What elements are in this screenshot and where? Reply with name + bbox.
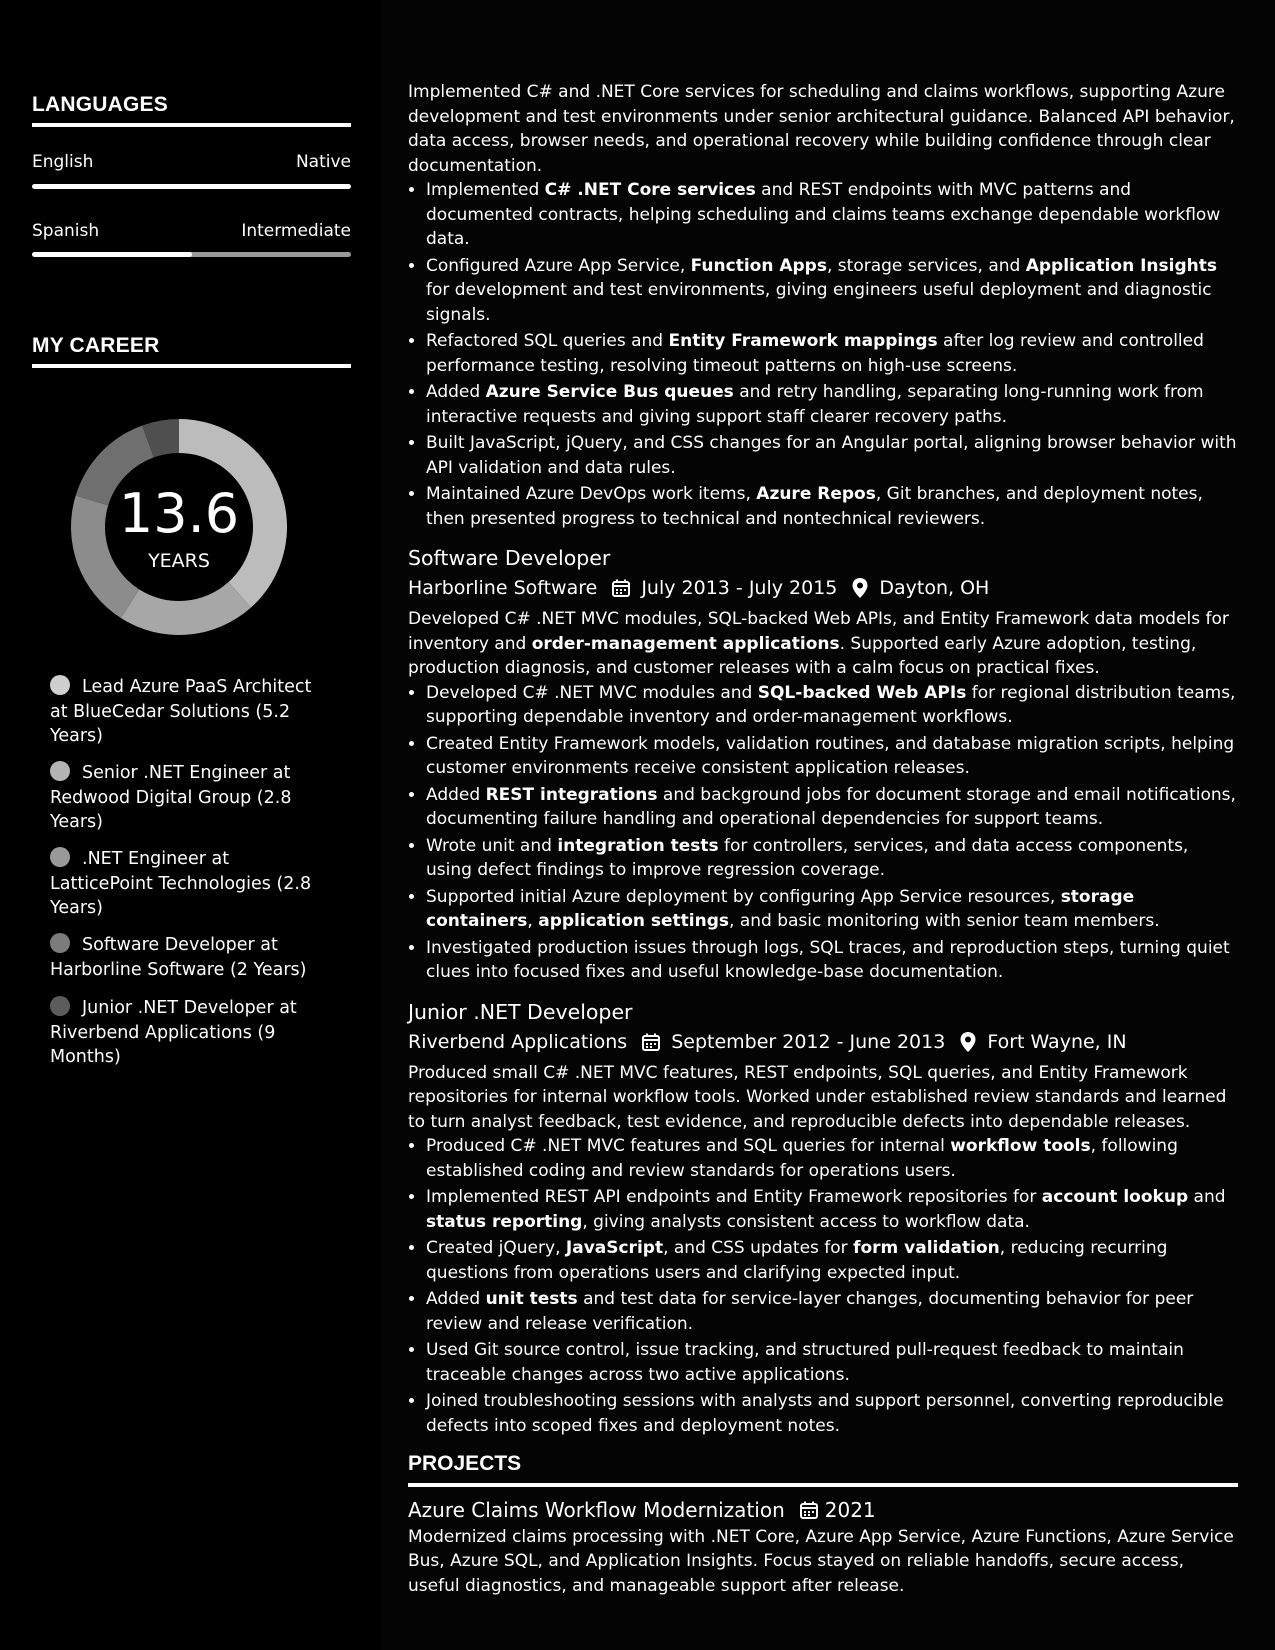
language-level: Native xyxy=(295,152,351,172)
language-name: English xyxy=(32,152,94,172)
bullet-item: • Maintained Azure DevOps work items, Azure Repos, Git branches, and deployment notes, then presented progress to technical and nontechnical reviewers. xyxy=(426,482,1238,531)
experience-section xyxy=(408,80,1238,1598)
job-bullets xyxy=(408,1134,1238,1438)
bullet-item: • Added REST integrations and background jobs for document storage and email notifications, documenting failure handling and operational dependencies for support teams. xyxy=(426,783,1238,832)
career-legend-label: Lead Azure PaaS Architect at BlueCedar Solutions (5.2 Years) xyxy=(50,677,312,746)
career-heading: MY CAREER xyxy=(32,334,351,368)
career-legend-label: Software Developer at Harborline Software (2 Years) xyxy=(50,935,307,980)
language-level: Intermediate xyxy=(241,221,351,241)
career-legend-item xyxy=(50,996,315,1070)
job-summary: Developed C# .NET MVC modules, SQL-backed Web APIs, and Entity Framework data models for inventory and order-management applications. Supported early Azure adoption, testing, production diagnosis, and customer releases with a calm focus on practical fixes. xyxy=(408,609,1229,678)
language-bar-fill xyxy=(32,252,192,257)
language-bar-english xyxy=(32,184,351,189)
career-legend-item xyxy=(50,675,315,749)
bullet-item: • Added unit tests and test data for service-layer changes, documenting behavior for peer review and release verification. xyxy=(426,1287,1238,1336)
project-header xyxy=(408,1495,1238,1525)
bullet-item: • Produced C# .NET MVC features and SQL queries for internal workflow tools, following established coding and review standards for operations users. xyxy=(426,1134,1238,1183)
career-legend-label: Junior .NET Developer at Riverbend Applications (9 Months) xyxy=(50,998,297,1067)
highlighted-term: Azure Service Bus queues xyxy=(485,382,734,402)
job-location: Dayton, OH xyxy=(879,577,990,599)
language-row-spanish xyxy=(32,221,351,241)
projects-heading: PROJECTS xyxy=(408,1452,1238,1487)
job-meta xyxy=(408,573,1238,603)
bullet-item: • Added Azure Service Bus queues and retry handling, separating long-running work from interactive requests and giving support staff clearer recovery paths. xyxy=(426,380,1238,429)
career-legend-label: .NET Engineer at LatticePoint Technologies (2.8 Years) xyxy=(50,849,312,918)
bullet-item: • Developed C# .NET MVC modules and SQL-backed Web APIs for regional distribution teams, supporting dependable inventory and order-management workflows. xyxy=(426,681,1238,730)
career-total-unit: YEARS xyxy=(148,550,210,572)
highlighted-term: Entity Framework mappings xyxy=(668,331,938,351)
bullet-item: • Refactored SQL queries and Entity Framework mappings after log review and controlled performance testing, resolving timeout patterns on high-use screens. xyxy=(426,329,1238,378)
job-dates: July 2013 - July 2015 xyxy=(641,577,838,599)
sidebar xyxy=(0,0,381,1650)
bullet-item: • Configured Azure App Service, Function Apps, storage services, and Application Insights for development and test environments, giving engineers useful deployment and diagnostic signals. xyxy=(426,254,1238,328)
bullet-item: • Created Entity Framework models, validation routines, and database migration scripts, helping customer environments receive consistent application releases. xyxy=(426,732,1238,781)
language-name: Spanish xyxy=(32,221,100,241)
calendar-icon xyxy=(799,1500,819,1520)
bullet-item: • Investigated production issues through logs, SQL traces, and reproduction steps, turning quiet clues into focused fixes and useful knowledge-base documentation. xyxy=(426,936,1238,985)
bullet-item: • Built JavaScript, jQuery, and CSS changes for an Angular portal, aligning browser behavior with API validation and data rules. xyxy=(426,431,1238,480)
legend-dot-icon xyxy=(50,675,70,695)
highlighted-term: SQL-backed Web APIs xyxy=(757,682,967,703)
highlighted-term: order-management applications xyxy=(531,633,840,654)
highlighted-term: workflow tools xyxy=(950,1136,1091,1156)
highlighted-term: integration tests xyxy=(557,835,719,856)
highlighted-term: unit tests xyxy=(485,1289,578,1309)
bullet-item: • Supported initial Azure deployment by configuring App Service resources, storage containers, application settings, and basic monitoring with senior team members. xyxy=(426,885,1238,934)
legend-dot-icon xyxy=(50,996,70,1016)
legend-dot-icon xyxy=(50,847,70,867)
highlighted-term: status reporting xyxy=(426,1211,583,1232)
highlighted-term: account lookup xyxy=(1041,1187,1189,1207)
project-description: Modernized claims processing with .NET Core, Azure App Service, Azure Functions, Azure Service Bus, Azure SQL, and Application Insights. Focus stayed on reliable handoffs, secure access, useful diagnostics, and manageable support after release. xyxy=(408,1526,1234,1596)
language-row-english xyxy=(32,152,351,172)
donut-segment-1 xyxy=(121,582,251,635)
project-year: 2021 xyxy=(824,1497,876,1522)
highlighted-term: application settings xyxy=(538,911,730,931)
calendar-icon xyxy=(641,1032,661,1052)
career-legend-item xyxy=(50,761,315,835)
bullet-item: • Joined troubleshooting sessions with analysts and support personnel, converting reproducible defects into scoped fixes and deployment notes. xyxy=(426,1389,1238,1438)
job-dates: September 2012 - June 2013 xyxy=(671,1030,946,1053)
highlighted-term: JavaScript xyxy=(565,1238,664,1258)
career-legend-label: Senior .NET Engineer at Redwood Digital Group (2.8 Years) xyxy=(50,763,292,832)
location-pin-icon xyxy=(851,577,869,599)
highlighted-term: Azure Repos xyxy=(756,484,876,504)
job-meta xyxy=(408,1027,1238,1057)
job-bullets xyxy=(408,681,1238,985)
job-title: Junior .NET Developer xyxy=(408,999,633,1024)
job-summary: Implemented C# and .NET Core services for scheduling and claims workflows, supporting Azure development and test environments under senior architectural guidance. Balanced API behavior, data access, browser needs, and operational recovery while building confidence through clear documentation. xyxy=(408,82,1235,176)
job-bullets xyxy=(408,178,1238,531)
languages-heading: LANGUAGES xyxy=(32,93,351,127)
language-bar-spanish xyxy=(32,252,351,257)
highlighted-term: C# .NET Core services xyxy=(544,180,756,200)
legend-dot-icon xyxy=(50,761,70,781)
highlighted-term: Application Insights xyxy=(1025,255,1217,276)
job-summary: Produced small C# .NET MVC features, REST endpoints, SQL queries, and Entity Framework repositories for internal workflow tools. Worked under established review standards and learned to turn analyst feedback, test evidence, and reproducible defects into dependable releases. xyxy=(408,1062,1227,1132)
job-company: Harborline Software xyxy=(408,577,598,599)
bullet-item: • Created jQuery, JavaScript, and CSS updates for form validation, reducing recurring questions from operations users and clarifying expected input. xyxy=(426,1236,1238,1285)
job-company: Riverbend Applications xyxy=(408,1030,628,1053)
highlighted-term: Function Apps xyxy=(690,255,827,276)
highlighted-term: form validation xyxy=(853,1238,1000,1258)
highlighted-term: REST integrations xyxy=(485,784,658,805)
job-title: Software Developer xyxy=(408,546,611,570)
career-legend-item xyxy=(50,933,315,982)
bullet-item: • Used Git source control, issue tracking, and structured pull-request feedback to maintain traceable changes across two active applications. xyxy=(426,1338,1238,1387)
bullet-item: • Implemented REST API endpoints and Entity Framework repositories for account lookup and status reporting, giving analysts consistent access to workflow data. xyxy=(426,1185,1238,1234)
career-total-years: 13.6 xyxy=(118,482,240,545)
legend-dot-icon xyxy=(50,933,70,953)
language-bar-fill xyxy=(32,184,351,189)
job-location: Fort Wayne, IN xyxy=(987,1030,1127,1053)
location-pin-icon xyxy=(959,1031,977,1053)
project-name: Azure Claims Workflow Modernization xyxy=(408,1497,785,1522)
calendar-icon xyxy=(611,578,631,598)
highlighted-term: storage containers xyxy=(426,886,1135,931)
bullet-item: • Wrote unit and integration tests for controllers, services, and data access components, using defect findings to improve regression coverage. xyxy=(426,834,1238,883)
bullet-item: • Implemented C# .NET Core services and REST endpoints with MVC patterns and documented contracts, helping scheduling and claims teams exchange dependable workflow data. xyxy=(426,178,1238,252)
career-legend-item xyxy=(50,847,315,921)
